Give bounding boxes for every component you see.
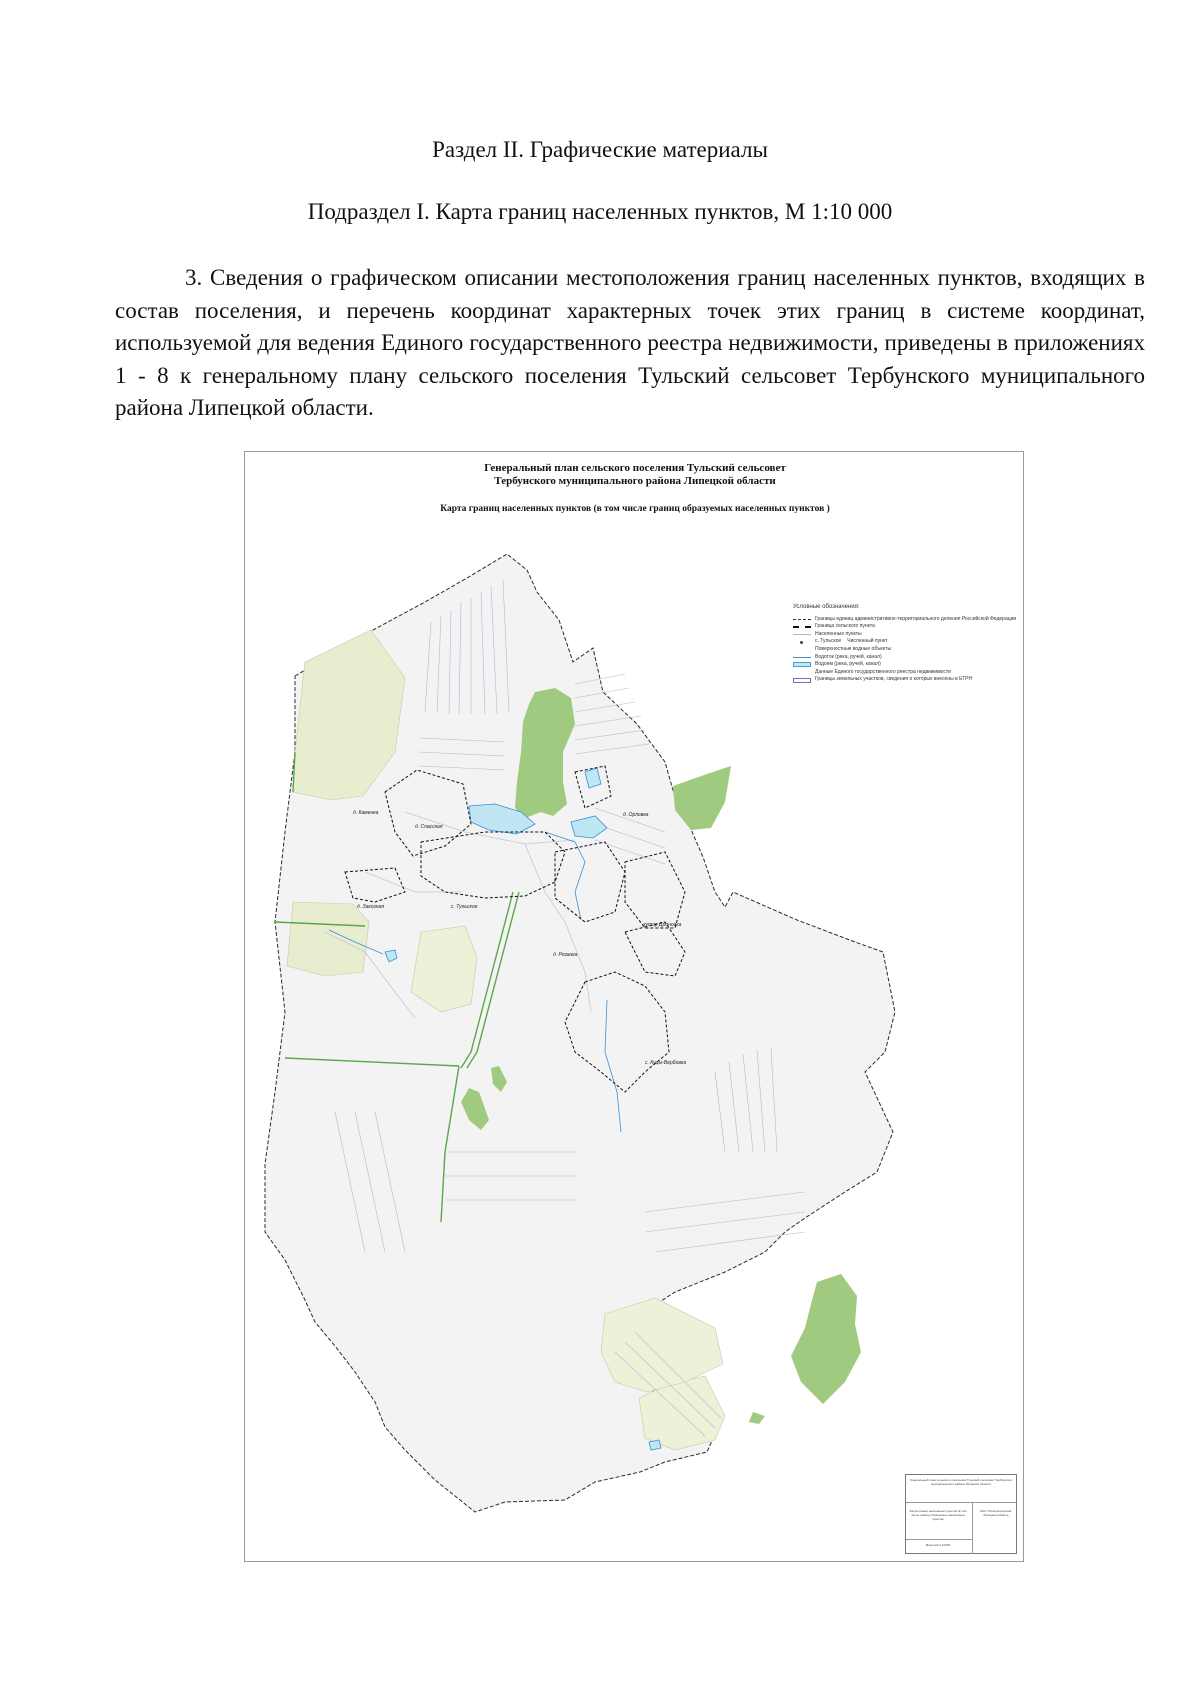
map-title-line2: Тербунского муниципального района Липецкой области xyxy=(494,475,776,487)
legend-label: Граница сельского пункта xyxy=(815,623,875,630)
forest-southeast xyxy=(791,1274,861,1404)
title-block-stamp xyxy=(905,1474,1017,1554)
legend-item xyxy=(793,623,983,631)
forest-small-se xyxy=(749,1412,765,1424)
legend-symbol-settlement-boundary xyxy=(793,626,811,628)
legend-item xyxy=(793,676,983,684)
stamp-organization: ОАО "Липецкгипрозем" Липецкая область xyxy=(979,1509,1013,1517)
legend-item xyxy=(793,638,983,646)
legend-label: Водоем (река, ручей, канал) xyxy=(815,661,881,668)
field-area-west xyxy=(287,902,369,976)
stamp-divider xyxy=(906,1502,1016,1503)
map-title-line1: Генеральный план сельского поселения Тульский сельсовет xyxy=(484,462,786,474)
legend-label: Границы земельных участков, сведения о которых внесены в ЕГРН xyxy=(815,676,973,683)
village-label-ryazanka: д. Рязанка xyxy=(553,952,578,958)
legend-prefix: с. Тульское xyxy=(815,638,842,645)
legend-symbol-blank xyxy=(793,670,811,675)
subsection-heading: Подраздел I. Карта границ населенных пунктов, М 1:10 000 xyxy=(307,199,893,224)
legend-symbol-watercourse xyxy=(793,657,811,658)
legend-label: Поверхностные водные объекты xyxy=(815,645,892,652)
legend-symbol-waterbody xyxy=(793,662,811,667)
village-label-orlovka: д. Орловка xyxy=(623,812,649,818)
stamp-header: Генеральный план сельского поселения Тульский сельсовет Тербунского муниципального района Липецкой области xyxy=(909,1478,1013,1486)
legend-symbol-admin-boundary xyxy=(793,619,811,620)
legend-symbol-blank xyxy=(793,647,811,652)
stamp-divider xyxy=(906,1539,972,1540)
legend-label: Границы единиц административно-территориального деления Российской Федерации xyxy=(815,615,1017,622)
section-heading: Раздел II. Графические материалы xyxy=(432,137,768,162)
village-label-dronovka: хутор Дроновка xyxy=(643,922,682,928)
village-label-spasskaya: д. Спасская xyxy=(415,824,443,830)
map-subtitle: Карта границ населенных пунктов (в том числе границ образуемых населенных пунктов ) xyxy=(440,504,830,514)
legend-symbol-land-parcel xyxy=(793,678,811,683)
village-label-kamenka: д. Каменка xyxy=(353,810,379,816)
stamp-divider-vertical xyxy=(972,1502,973,1554)
legend-title: Условные обозначения: xyxy=(793,604,860,610)
stamp-drawing-name: Карта границ населенных пунктов (в том числе границ образуемых населенных пунктов) xyxy=(909,1509,967,1521)
legend-label: Данные Единого государственного реестра недвижимости xyxy=(815,668,951,675)
village-label-kutsy-verbovka: с. Куцы-Вербовка xyxy=(645,1060,687,1066)
legend-symbol-settlement xyxy=(793,634,811,635)
settlement-boundaries-map xyxy=(244,451,1024,1562)
legend-item xyxy=(793,669,983,677)
legend-item xyxy=(793,661,983,669)
legend-item xyxy=(793,631,983,639)
legend-label: Водоток (река, ручей, канал) xyxy=(815,653,882,660)
legend-item xyxy=(793,615,1017,624)
stamp-scale: Масштаб 1:10000 xyxy=(925,1543,951,1547)
legend-symbol-point xyxy=(800,641,803,644)
village-label-tulskoe: с. Тульское xyxy=(451,904,478,910)
village-label-zakoznaya: д. Закозная xyxy=(357,904,385,910)
paragraph-3: 3. Сведения о графическом описании местоположения границ населенных пунктов, входящих в состав поселения, и перечень координат характерных точек этих границ в системе координат, используемой для ведения Единого государственного реестра недвижимости, приведены в приложениях 1 - 8 к генеральному плану сельского поселения Тульский сельсовет Тербунского муниципального района Липецкой области. xyxy=(115,265,1145,420)
legend-label: Населенные пункты xyxy=(815,630,862,637)
map-legend xyxy=(793,604,1017,684)
legend-label: Численный пункт xyxy=(847,638,888,645)
legend-item xyxy=(793,646,983,654)
